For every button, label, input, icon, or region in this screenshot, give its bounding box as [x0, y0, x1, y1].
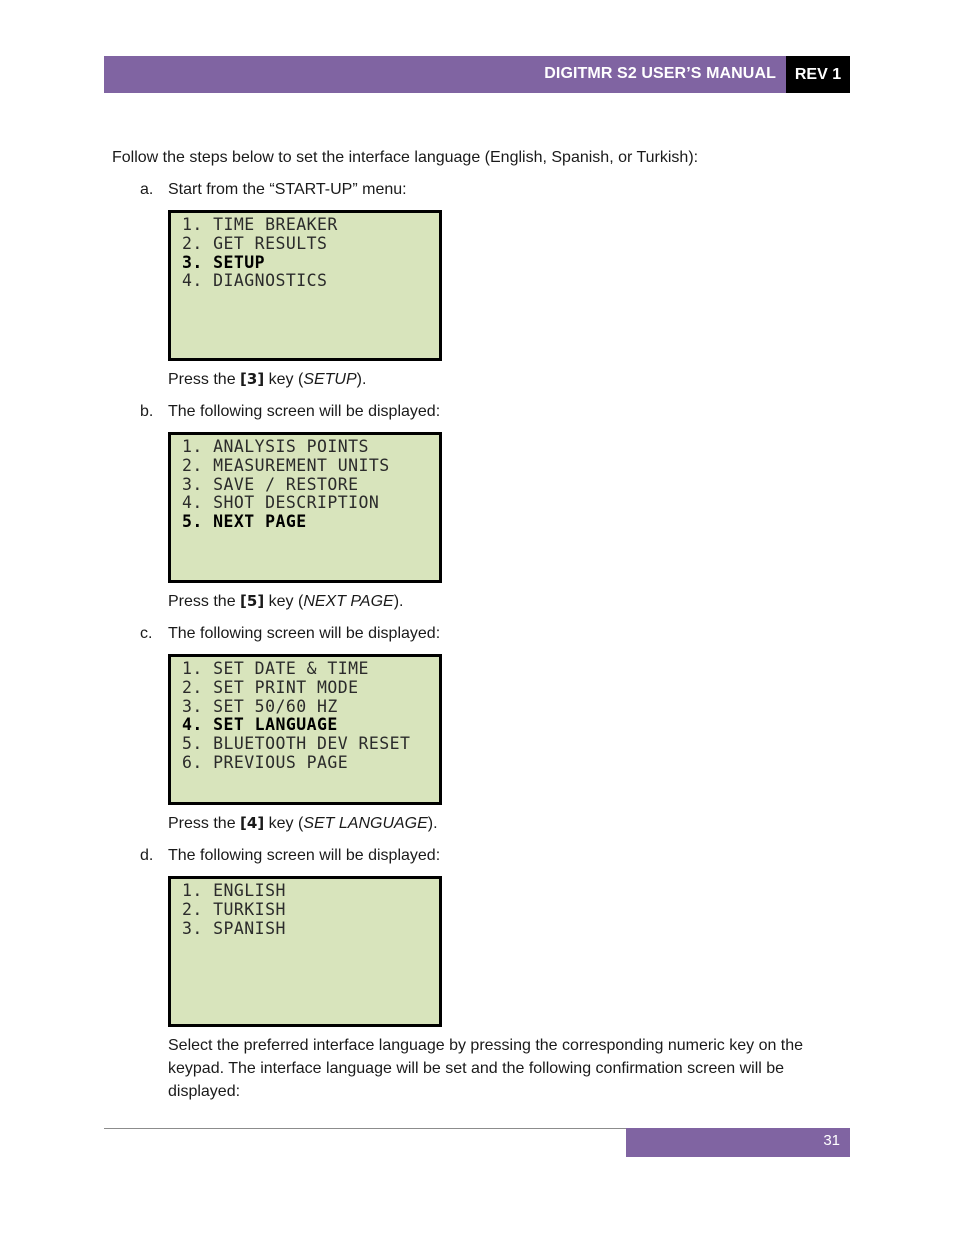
manual-title: DIGITMR S2 USER’S MANUAL [544, 65, 776, 82]
step-letter: b. [140, 403, 154, 420]
lcd-menu-item: 4. SET LANGUAGE [182, 715, 338, 735]
action-name: NEXT PAGE [303, 593, 394, 610]
lcd-menu-item: 4. SHOT DESCRIPTION [182, 493, 380, 513]
step-text: The following screen will be displayed: [168, 403, 441, 420]
key-label: [3] [240, 370, 265, 388]
action-name: SET LANGUAGE [303, 815, 428, 832]
press-instruction [168, 812, 438, 835]
press-mid: key ( [264, 593, 304, 610]
press-mid: key ( [264, 815, 304, 832]
press-instruction [168, 368, 366, 391]
press-suffix: ). [356, 371, 367, 388]
lcd-menu-item: 3. SETUP [182, 252, 266, 272]
lcd-screen-startup [168, 210, 442, 361]
lcd-menu-item: 6. PREVIOUS PAGE [182, 752, 349, 772]
header-bar [104, 56, 786, 93]
press-prefix: Press the [168, 371, 241, 388]
press-prefix: Press the [168, 593, 241, 610]
lcd-menu-item: 3. SAVE / RESTORE [182, 474, 359, 494]
step-text: The following screen will be displayed: [168, 625, 441, 642]
page-number: 31 [823, 1132, 840, 1149]
lcd-menu-item: 2. GET RESULTS [182, 233, 328, 253]
press-prefix: Press the [168, 815, 241, 832]
lcd-menu-item: 3. SPANISH [182, 918, 286, 938]
lcd-menu-item: 2. SET PRINT MODE [182, 677, 359, 697]
press-instruction [168, 590, 403, 613]
revision-badge: REV 1 [786, 56, 850, 93]
step-letter: d. [140, 847, 154, 864]
lcd-menu-item: 5. NEXT PAGE [182, 512, 307, 532]
lcd-screen-setup [168, 432, 442, 583]
action-name: SETUP [303, 371, 357, 388]
footer-page-box [626, 1128, 850, 1157]
key-label: [4] [240, 814, 265, 832]
lcd-menu-item: 4. DIAGNOSTICS [182, 271, 328, 291]
lcd-menu-item: 3. SET 50/60 HZ [182, 696, 338, 716]
lcd-menu-item: 2. MEASUREMENT UNITS [182, 455, 390, 475]
press-mid: key ( [264, 371, 304, 388]
step-text: Start from the “START-UP” menu: [168, 181, 407, 198]
step-letter: c. [140, 625, 153, 642]
lcd-screen-language [168, 876, 442, 1027]
lcd-menu-item: 1. TIME BREAKER [182, 215, 338, 234]
lcd-menu-item: 2. TURKISH [182, 899, 286, 919]
press-suffix: ). [427, 815, 438, 832]
step-text: The following screen will be displayed: [168, 847, 441, 864]
step-letter: a. [140, 181, 154, 198]
lcd-menu-item: 1. SET DATE & TIME [182, 659, 369, 678]
footer-divider [104, 1128, 626, 1129]
press-suffix: ). [393, 593, 404, 610]
intro-paragraph: Follow the steps below to set the interface language (English, Spanish, or Turkish): [112, 149, 699, 166]
key-label: [5] [240, 592, 265, 610]
final-paragraph: Select the preferred interface language by pressing the corresponding numeric key on the keypad. The interface language will be set and the following confirmation screen will be displayed: [168, 1037, 804, 1100]
lcd-menu-item: 5. BLUETOOTH DEV RESET [182, 734, 411, 754]
lcd-menu-item: 1. ENGLISH [182, 881, 286, 900]
lcd-screen-setup-page2 [168, 654, 442, 805]
lcd-menu-item: 1. ANALYSIS POINTS [182, 437, 369, 456]
